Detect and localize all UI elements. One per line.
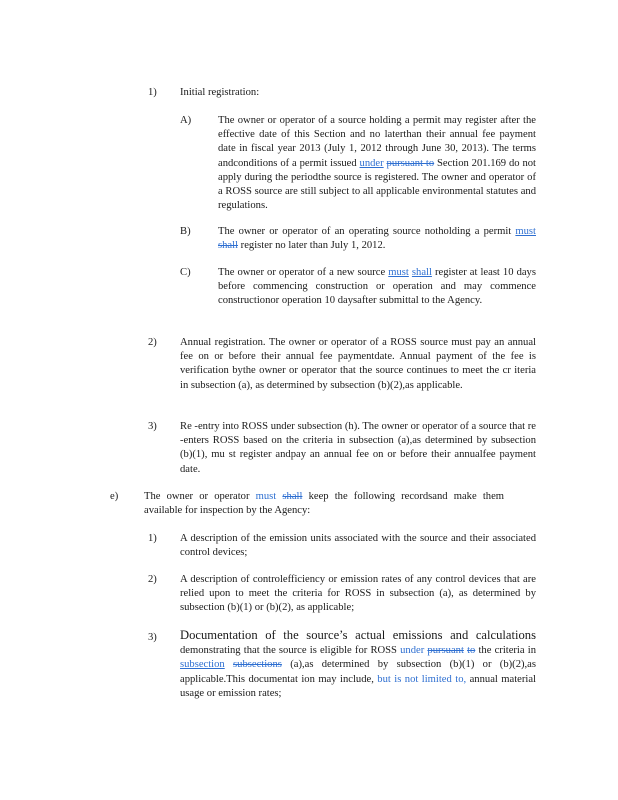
item-number: B) (180, 226, 191, 237)
item-text (180, 573, 536, 616)
text-run: register at least 10 days before commencing construction or operation and may commence constructionor operation 10 daysafter submittal to the Agency. (218, 267, 536, 307)
text-run: Documentation of the source’s actual emissions and calculations (180, 628, 536, 642)
inserted-text: must (515, 226, 536, 237)
deleted-text: to (467, 645, 476, 657)
item-number: 3) (148, 421, 157, 432)
deleted-text: pursuant to (386, 157, 435, 169)
inserted-text: must (388, 267, 409, 278)
deleted-text: shall (282, 491, 303, 502)
item-number: A) (180, 115, 192, 126)
text-run: The owner or operator of a source holding a permit may register after the effective date of this Section and no laterthan their annual fee payment date in fiscal year 2013 (July 1, 2012 through June 30, 2013). The terms andconditions of a permit issued (218, 115, 536, 169)
item-number: 2) (148, 574, 157, 585)
deleted-text: pursuant (427, 645, 464, 657)
text-run: Annual registration. The owner or operator of a ROSS source must pay an annual fee on or before their annual fee paymentdate. Annual payment of the fee is verification bythe owner or operator that the source continues to meet the cr iteria in subsection (a), as determined by subsection (b)(2),as applicable. (180, 337, 536, 391)
item-text (180, 336, 536, 393)
text-run (225, 659, 233, 670)
item-text (218, 114, 536, 213)
item-text (218, 266, 536, 309)
text-run: keep the following recordsand make them available for inspection by the Agency: (144, 491, 505, 517)
text-run: A description of the emission units associated with the source and their associated control devices; (180, 533, 536, 559)
inserted-text: shall (411, 267, 432, 278)
inserted-text: under (359, 157, 384, 169)
inserted-text: subsection (180, 659, 225, 671)
item-text (180, 628, 536, 701)
item-text (144, 490, 504, 518)
text-run: the criteria in (475, 645, 536, 657)
inserted-text: but is not limited to, (377, 673, 467, 685)
text-run: register no later than July 1, 2012. (238, 240, 386, 252)
inserted-text: must (255, 491, 277, 502)
text-run: A description of controlefficiency or emission rates of any control devices that are relied upon to meet the criteria for ROSS in subsection (a), as determined by subsection (b)(1) or (b)(2), as applicable; (180, 574, 536, 614)
item-text (180, 86, 380, 100)
item-text (218, 225, 536, 253)
item-number: 1) (148, 87, 157, 98)
text-run: The owner or operator (144, 491, 256, 502)
text-run: demonstrating that the source is eligible for ROSS (180, 645, 401, 657)
item-number: 3) (148, 632, 157, 643)
item-number: e) (110, 491, 119, 502)
item-number: 2) (148, 337, 157, 348)
text-run: (a),as determined by subsection (b)(1) or (b)(2),as applicable.This documentat ion may include, (180, 659, 536, 685)
item-number: 1) (148, 533, 157, 544)
inserted-text: under (400, 645, 425, 657)
deleted-text: subsections (233, 659, 282, 671)
item-number: C) (180, 267, 191, 278)
deleted-text: shall (218, 240, 239, 252)
item-text (180, 532, 536, 560)
text-run: Re -entry into ROSS under subsection (h). The owner or operator of a source that re -enters ROSS based on the criteria in subsection (a),as determined by subsection (b)(1), mu st register andpay an annual fee on or before their annualfee payment date. (180, 421, 536, 475)
text-run: annual material usage or emission rates; (180, 673, 537, 699)
text-run: The owner or operator of a new source (218, 267, 389, 278)
text-run: Initial registration: (180, 87, 260, 98)
item-text (180, 420, 536, 477)
text-run: Section 201.169 do not apply during the periodthe source is registered. The owner and operator of a ROSS source are still subject to all applicable environmental statutes and regulations. (218, 157, 537, 212)
text-run: The owner or operator of an operating source notholding a permit (218, 226, 516, 237)
